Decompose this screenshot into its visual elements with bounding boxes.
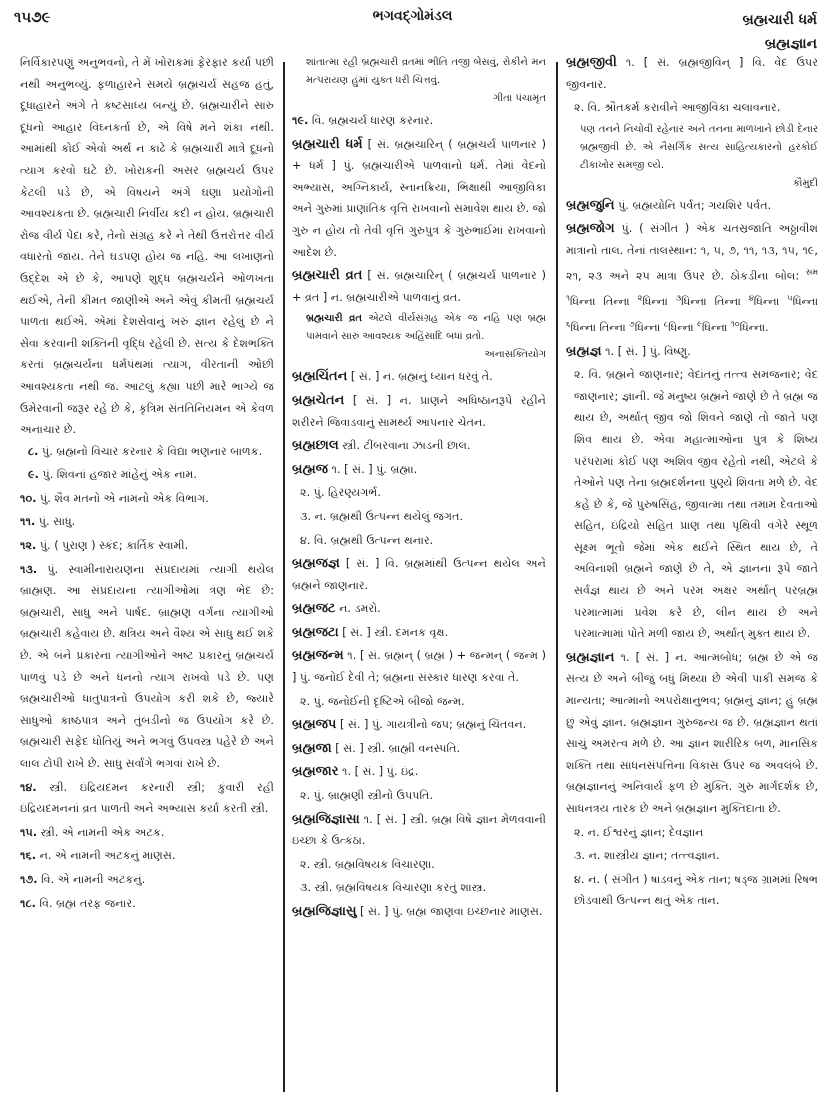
headword: બ્રહ્મજુનિ [566, 197, 615, 213]
sense-8: ૮. પું. બ્રહ્મનો વિચાર કરનાર કે વિદ્યા ભણનાર બાળક. [28, 444, 263, 458]
sense-11: ૧૧. પું. સાધુ. [20, 515, 76, 529]
entry-brahmajivi: બ્રહ્મજીવી ૧. [ સં. બ્રહ્મજીવિન્ ] વિ. વેદ ઉપર જીવનાર. [566, 55, 818, 91]
entry-brahmachetan: બ્રહ્મચેતન [ સં. ] ન. પ્રાણને અધિષ્ઠાનરૂપે રહીને શરીરને જિવાડવાનું સામર્થ્ય આપનાર ચેતન. [292, 392, 546, 429]
entry-brahmajijnasa: બ્રહ્મજિજ્ઞાસા ૧. [ સં. ] સ્ત્રી. બ્રહ્મ વિષે જ્ઞાન મેળવવાની ઇચ્છા કે ઉત્કંઠા. [292, 811, 546, 848]
sense: ૩. ન. શાસ્ત્રીય જ્ઞાન; તત્ત્વજ્ઞાન. [574, 849, 720, 863]
headword: બ્રહ્મજટ [292, 601, 336, 617]
headword: બ્રહ્મજ્ઞ [566, 343, 602, 359]
headword: બ્રહ્મજ્ઞાન [566, 649, 615, 665]
dictionary-columns [0, 52, 825, 1097]
entry-brahmajog: બ્રહ્મજોગ પું. ( સંગીત ) એક ચતસ્રજાતિ અઠ્ઠાવીશ માત્રાનો તાલ. તેનાં તાલસ્થાન: ૧, ૫, ૭, ૧૧, ૧૩, ૧૫, ૧૯, ૨૧, ૨૩ અને ૨૫ માત્રા ઉપર છે. ઠોકડીના બોલ: $^{સમ ૧}$ધિન્ના તિન્ના $^૨$ધિન્ના $^૩$ધિન્ના તિન્ના $^૪$ધિન્ના $^૫$ધિન્ના $^૬$ધિન્ના તિન્ના $^૭$ધિન્ના $^૮$ધિન્ના $^૯$ધિન્ના $^{૧૦}$ધિન્ના. [566, 221, 818, 334]
column-right [566, 52, 818, 1092]
citation-quote: બ્રહ્મચારી વ્રત એટલે વીર્યસંગ્રહ એક જ નહિ પણ બ્રહ્મ પામવાને સારુ આવશ્યક અહિંસાદિ બધાં વ્રતો. અનાસક્તિયોગ [292, 310, 546, 364]
guide-word-first: બ્રહ્મચારી ધર્મ [742, 12, 817, 28]
entry-brahmachhal: બ્રહ્મછાલ સ્ત્રી. ટીંબરવાના ઝાડની છાલ. [292, 438, 471, 454]
sense: ૨. પું. હિરણ્યગર્ભ. [300, 486, 381, 500]
headword: બ્રહ્મજીવી [566, 55, 617, 70]
headword: બ્રહ્મજ [292, 461, 328, 477]
headword: બ્રહ્મજજ્ઞ [292, 556, 340, 572]
page-number: ૧૫૭૯ [14, 8, 51, 26]
entry-brahmajata: બ્રહ્મજટા [ સં. ] સ્ત્રી. દમનક વૃક્ષ. [292, 624, 449, 640]
sense: ૨. સ્ત્રી. બ્રહ્મવિષયક વિચારણા. [300, 857, 435, 871]
sense-15: ૧૫. સ્ત્રી. એ નામની એક અટક. [20, 825, 165, 839]
citation-source: અનાસક્તિયોગ [484, 349, 546, 361]
sense-10: ૧૦. પું. શૈવ મતનો એ નામનો એક વિભાગ. [20, 491, 209, 505]
sense: ૨. ન. ઈશ્વરનું જ્ઞાન; દેવજ્ઞાન [574, 825, 704, 839]
column-middle [292, 52, 546, 1092]
headword: બ્રહ્મચારી વ્રત [292, 268, 363, 284]
entry-brahmachintan: બ્રહ્મચિંતન [ સં. ] ન. બ્રહ્મનું ધ્યાન ધરવું તે. [292, 369, 493, 385]
entry-brahmajijnasu: બ્રહ્મજિજ્ઞાસુ [ સં. ] પું. બ્રહ્મ જાણવા ઇચ્છનાર માણસ. [292, 904, 543, 919]
guide-word-last: બ્રહ્મજ્ઞાન [764, 36, 817, 52]
entry-brahmaj: બ્રહ્મજ ૧. [ સં. ] પું. બ્રહ્મા. [292, 461, 418, 477]
sense: ૩. ન. બ્રહ્મથી ઉત્પન્ન થયેલું જગત. [300, 509, 464, 523]
citation-source: કૌમુદી [792, 177, 818, 189]
column-divider [283, 62, 285, 1092]
entry-brahmajanma: બ્રહ્મજન્મ ૧. [ સં. બ્રહ્મન્ ( બ્રહ્મ ) + જન્મન્ ( જન્મ ) ] પું. જનોઈ દેવી તે; બ્રહ્મના સંસ્કાર ધારણ કરવા તે. [292, 648, 546, 685]
entry-brahmajuni: બ્રહ્મજુનિ પું. બ્રહ્મયોનિ પર્વત; ગયશિર પર્વત. [566, 197, 772, 213]
headword: બ્રહ્મજાર [292, 764, 339, 780]
sense-9: ૯. પું. શિવનાં હજાર માંહેનું એક નામ. [28, 468, 197, 482]
entry-brahmajna: બ્રહ્મજ્ઞ ૧. [ સં. ] પું. વિષ્ણુ. [566, 343, 691, 359]
entry-brahmajar: બ્રહ્મજાર ૧. [ સં. ] પું. ઇંદ્ર. [292, 764, 419, 780]
entry-continuation: નિર્વિકારપણું અનુભવનો, તે મેં ખોરાકમાં ફેરફાર કર્યા પછી નથી અનુભવ્યું. ફળાહારને સમયે બ્રહ્મચર્ય સહજ હતું, દૂધાહારને અંગે તે કષ્ટસાધ્ય બન્યું છે. બ્રહ્મચારીને સારુ દૂધનો આહાર વિઘ્નકર્તા છે, એ વિષે મને શંકા નથી. આમાંથી કોઈ એવો અર્થ ન કાઢે કે બ્રહ્મચારી માત્રે દૂધનો ત્યાગ કરવો ઘટે છે. ખોરાકની અસર બ્રહ્મચર્ય ઉપર કેટલી પડે છે, એ વિષયને અંગે ઘણા પ્રયોગોની આવશ્યકતા છે. બ્રહ્મચારી નિર્વીય કદી ન હોય. બ્રહ્મચારી રોજ વીર્ય પેદા કરે, તેનો સંગ્રહ કરે ને તેથી ઉત્તરોત્તર વીર્ય વધારતો જાય. તેને ઘડપણ હોય જ નહિ. આ લખાણનો ઉદ્દેશ એ છે કે, આપણે શુદ્ધ બ્રહ્મચર્યને ઓળખતા થઈએ, તેની કીમત જાણીએ અને એવું કીમતી બ્રહ્મચર્ય પાળતા થઈએ. એમાં દેશસેવાનું ખરું જ્ઞાન રહેલું છે ને સેવા કરવાની શક્તિની વૃદ્ધિ રહેલી છે. સત્ય કે દેશભક્તિ કરતાં બ્રહ્મચર્યના ધર્મપંથમાં ત્યાગ, વીરતાની ઓછી આવશ્યકતા નથી જ. આટલું કહ્યા પછી મારે ભાગ્યે જ ઉમેરવાની જરૂર રહે છે કે, કૃત્રિમ સંતતિનિયમન એ કેવળ અનાચાર છે. [20, 56, 274, 437]
running-title: ભગવદ્ગોમંડલ [372, 8, 453, 24]
headword: બ્રહ્મછાલ [292, 438, 339, 454]
headword: બ્રહ્મજિજ્ઞાસા [292, 811, 360, 827]
sense: ૨. વિ. શ્રૌતકર્મ કરાવીને આજીવિકા ચલાવનાર. [574, 101, 781, 115]
citation-source: ગીતા પંચામૃત [492, 93, 546, 104]
sense-13: ૧૩. પું. સ્વામીનારાયણના સંપ્રદાયમાં ત્યાગી થયેલ બ્રાહ્મણ. આ સંપ્રદાયના ત્યાગીઓમાં ત્રણ ભેદ છે: બ્રહ્મચારી, સાધુ અને પાર્ષદ. બ્રાહ્મણ વર્ગના ત્યાગીઓ બ્રહ્મચારી કહેવાય છે. ક્ષત્રિય અને વૈશ્ય એ સાધુ થઈ શકે છે. એ બંને પ્રકારના ત્યાગીઓને અષ્ટ પ્રકારનું બ્રહ્મચર્ય પાળવું પડે છે અને ધનનો ત્યાગ રાખવો પડે છે. પણ બ્રહ્મચારીઓ ધાતુપાત્રનો ઉપયોગ કરી શકે છે, જ્યારે સાધુઓ કાષ્ઠપાત્ર અને તુંબડીનો જ ઉપયોગ કરે છે. બ્રહ્મચારી સફેદ ધોતિયું અને ભગવું ઉપવસ્ત્ર પહેરે છે અને લાલ ટોપી રાખે છે. સાધુ સર્વાંગે ભગવાં રાખે છે. [20, 562, 274, 770]
sense: ૪. વિ. બ્રહ્મથી ઉત્પન્ન થનાર. [300, 533, 434, 547]
sense: ૩. સ્ત્રી. બ્રહ્મવિષયક વિચારણા કરતું શાસ્ત્ર. [300, 881, 487, 895]
column-divider [556, 62, 558, 1092]
sense-12: ૧૨. પું. ( પુરાણ ) સ્કંદ; કાર્તિક સ્વામી. [20, 539, 189, 553]
headword: બ્રહ્મજિજ્ઞાસુ [292, 904, 357, 919]
headword: બ્રહ્મચેતન [292, 392, 345, 408]
tala-bols: $^{સમ ૧}$ધિન્ના તિન્ના $^૨$ધિન્ના $^૩$ધિન્ના તિન્ના $^૪$ધિન્ના $^૫$ધિન્ના $^૬$ધિન્ના તિન્ના $^૭$ધિન્ના $^૮$ધિન્ના $^૯$ધિન્ના $^{૧૦}$ધિન્ના. [566, 267, 818, 334]
headword: બ્રહ્મજપ [292, 717, 337, 733]
entry-brahmachari-vrat: બ્રહ્મચારી વ્રત [ સં. બ્રહ્મચારિન્ ( બ્રહ્મચર્ય પાળનાર ) + વ્રત ] ન. બ્રહ્મચારીએ પાળવાનું વ્રત. [292, 268, 546, 304]
headword: બ્રહ્મજટા [292, 624, 339, 640]
page-header [0, 0, 825, 50]
entry-brahmajap: બ્રહ્મજપ [ સં. ] પું. ગાયત્રીનો જપ; બ્રહ્મનું ચિંતવન. [292, 717, 527, 733]
sense-16: ૧૬. ન. એ નામની અટકનું માણસ. [20, 849, 176, 863]
citation-quote: શાંતાત્મા રહી બ્રહ્મચારી વ્રતમાં ભીતિ તજી બેસવું, રોકીને મન મત્પરાયણ હુંમાં યુક્ત ધરી ચિત્તવું. ગીતા પંચામૃત [292, 54, 546, 108]
headword: બ્રહ્મજન્મ [292, 648, 344, 664]
entry-brahmaja: બ્રહ્મજા [ સં. ] સ્ત્રી. બ્રાહ્મી વનસ્પતિ. [292, 740, 461, 756]
entry-brahmajat: બ્રહ્મજટ ન. ડમરો. [292, 601, 381, 617]
guide-words [743, 8, 817, 56]
entry-brahmajnana: બ્રહ્મજ્ઞાન ૧. [ સં. ] ન. આત્મબોધ; બ્રહ્મ છે એ જ સત્ય છે અને બીજું બધું મિથ્યા છે એવી પાકી સમજ કે માન્યતા; આત્માનો અપરોક્ષાનુભવ; બ્રહ્મનું જ્ઞાન; હું બ્રહ્મ છું એવું જ્ઞાન. બ્રહ્મજ્ઞાન ગુરુજન્ય જ છે. બ્રહ્મજ્ઞાન થતાં સાચું અમરત્વ મળે છે. આ જ્ઞાન શારીરિક બળ, માનસિક શક્તિ તથા સાધનસંપત્તિના વિકાસ ઉપર જ અવલંબે છે. બ્રહ્મજ્ઞાનનું અનિવાર્ય ફળ છે મુક્તિ. ગુરુ માર્ગદર્શક છે, સાધનત્રય તારક છે અને બ્રહ્મજ્ઞાન મુક્તિદાતા છે. [566, 649, 818, 815]
headword: બ્રહ્મચારી ધર્મ [292, 136, 363, 152]
sense-17: ૧૭. વિ. એ નામની અટકનું. [20, 872, 146, 886]
sense: ૨. પું. બ્રાહ્મણી સ્ત્રીનો ઉપપતિ. [300, 789, 434, 803]
sense: ૨. પું. જનોઈની દૃષ્ટિએ બીજો જન્મ. [300, 694, 465, 708]
headword: બ્રહ્મજા [292, 740, 332, 756]
entry-brahmachari-dharma: બ્રહ્મચારી ધર્મ [ સં. બ્રહ્મચારિન્ ( બ્રહ્મચર્ય પાળનાર ) + ધર્મ ] પું. બ્રહ્મચારીએ પાળવાનો ધર્મ. તેમાં વેદનો અભ્યાસ, અગ્નિકાર્ય, સ્નાનક્રિયા, ભિક્ષાથી આજીવિકા અને ગુરુમાં પ્રાણાંતિક વૃત્તિ રાખવાનો સમાવેશ થાય છે. જો ગુરુ ન હોય તો તેવી વૃત્તિ ગુરુપુત્ર કે ગુરુભાઈમાં રાખવાનો આદેશ છે. [292, 136, 546, 259]
sense-14: ૧૪. સ્ત્રી. ઇંદ્રિયદમન કરનારી સ્ત્રી; કુંવારી રહી ઇંદ્રિયદમનનાં વ્રત પાળતી અને અભ્યાસ કર્યા કરતી સ્ત્રી. [20, 780, 274, 816]
sense: ૨. વિ. બ્રહ્મને જાણનાર; વેદાંતનું તત્ત્વ સમજનાર; વેદ જાણનાર; જ્ઞાની. જે મનુષ્ય બ્રહ્મને જાણે છે તે બ્રહ્મ જ થાય છે, અર્થાત્ જીવ જો શિવને જાણે તો જાતે પણ શિવ થાય છે. એવા મહાત્માઓના પુત્ર કે શિષ્ય પરંપરામાં કોઈ પણ અશિવ જીવ રહેતો નથી, એટલે કે તેઓને પણ તેના બ્રહ્મદર્શનના પુણ્યે શિવતા મળે છે. વેદ કહે છે કે, જે પુરુષસિંહ, જીવાત્મા તથા તમામ દેવતાઓ સહિત, ઇંદ્રિયો સહિત પ્રાણ તથા પૃથિવી વગેરે સ્થૂળ સૂક્ષ્મ ભૂતો જેમાં એક થઈને સ્થિત થાય છે, તે અવિનાશી બ્રહ્મને જાણે છે તે, એ જ્ઞાનના રૂપે જાતે સર્વજ્ઞ થાય છે અને પરમ અક્ષર અર્થાત્ પરબ્રહ્મ પરમાત્મામાં પ્રવેશ કરે છે, લીન થાય છે અને પરમાત્મામાં પોતે મળી જાય છે, અર્થાત્ મુક્ત થાય છે. [574, 368, 818, 641]
sense-19: ૧૯. વિ. બ્રહ્મચર્ય ધારણ કરનાર. [292, 114, 434, 127]
entry-brahmajajna: બ્રહ્મજજ્ઞ [ સં. ] વિ. બ્રહ્મમાંથી ઉત્પન્ન થયેલ અને બ્રહ્મને જાણનાર. [292, 556, 546, 592]
sense-18: ૧૮. વિ. બ્રહ્મ તરફ જનાર. [20, 896, 136, 910]
headword: બ્રહ્મચિંતન [292, 369, 348, 385]
citation-quote: પણ તનને નિચોવી રહેનાર અને તનના માળખાને છોડી દેનાર બ્રહ્મજીવી છે. એ નૈસર્ગિક સત્ય સાહિત્યકારનો હરકોઈ ટીકાખોર સમજી લ્યે. કૌમુદી [566, 121, 818, 193]
sense: ૪. ન. ( સંગીત ) ષાડવનું એક તાન; ષડ્જ ગ્રામમાં રિષભ છોડવાથી ઉત્પન્ન થતું એક તાન. [574, 872, 818, 908]
column-left [20, 52, 274, 1092]
headword: બ્રહ્મજોગ [566, 221, 615, 237]
